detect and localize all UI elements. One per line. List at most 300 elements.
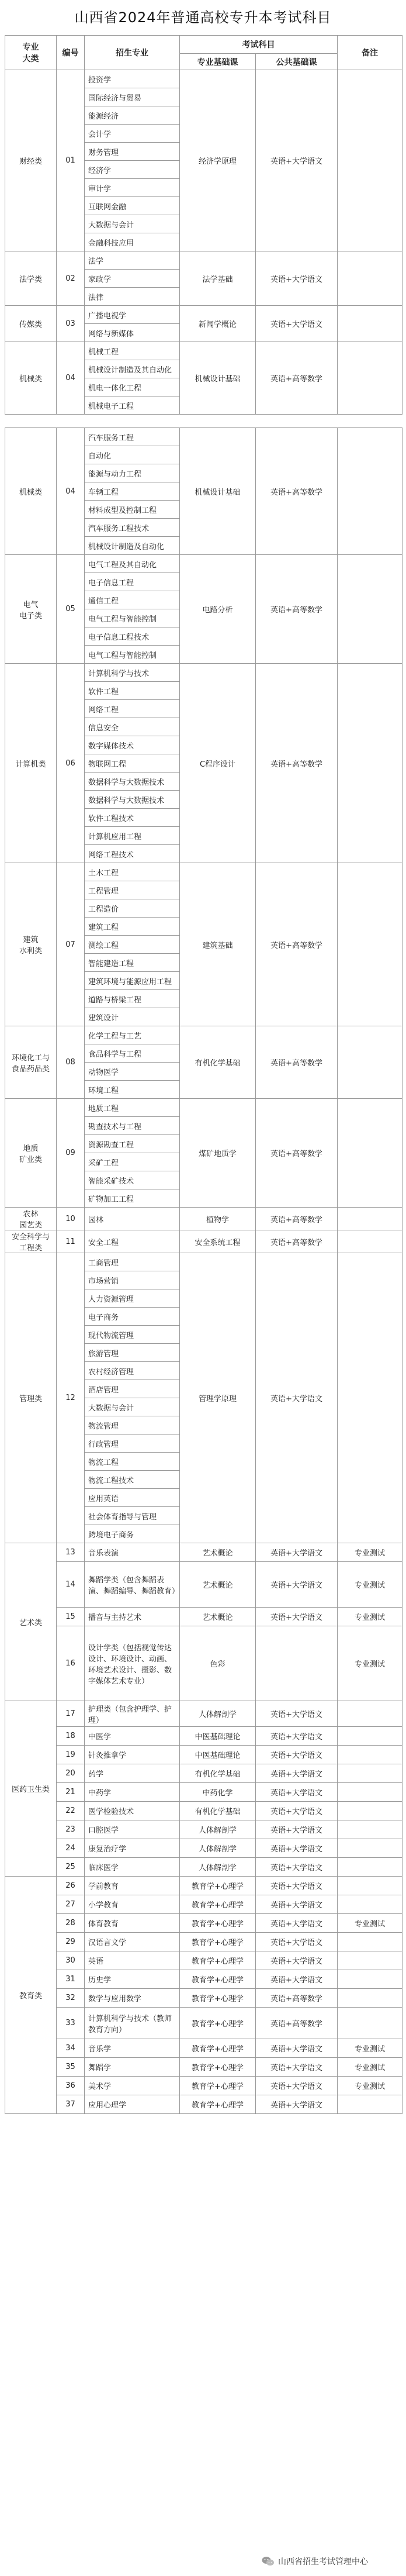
major-cell: 汉语言文学: [85, 1933, 180, 1951]
major-cell: 法律: [85, 288, 180, 306]
public-subject-cell: 英语+大学语文: [256, 1877, 338, 1895]
table-row: [5, 1802, 402, 1820]
code-cell: 05: [57, 555, 85, 664]
major-cell: 护理类（包含护理学、护理）: [85, 1701, 180, 1727]
major-cell: 会计学: [85, 125, 180, 143]
major-cell: 人力资源管理: [85, 1289, 180, 1308]
basic-subject-cell: 新闻学概论: [180, 306, 256, 342]
note-cell: 专业测试: [338, 2058, 402, 2077]
note-cell: [338, 1727, 402, 1746]
major-cell: 大数据与会计: [85, 1398, 180, 1416]
table-row: [5, 1933, 402, 1951]
code-cell: 24: [57, 1839, 85, 1858]
table-row: [5, 1608, 402, 1626]
public-subject-cell: 英语+大学语文: [256, 1608, 338, 1626]
major-cell: 智能采矿技术: [85, 1171, 180, 1189]
exam-table-top: [5, 35, 402, 415]
major-cell: 历史学: [85, 1970, 180, 1989]
basic-subject-cell: 有机化学基础: [180, 1764, 256, 1783]
major-cell: 小学教育: [85, 1895, 180, 1914]
table-row: [5, 1253, 402, 1271]
major-cell: 设计学类（包括视觉传达设计、环境设计、动画、环境艺术设计、摄影、数字媒体艺术专业）: [85, 1626, 180, 1701]
note-cell: [338, 251, 402, 306]
table-row: [5, 1989, 402, 2008]
major-cell: 中医学: [85, 1727, 180, 1746]
major-cell: 软件工程: [85, 682, 180, 700]
public-subject-cell: 英语+高等数学: [256, 555, 338, 664]
table-row: [5, 1783, 402, 1802]
major-cell: 电子信息工程技术: [85, 627, 180, 646]
major-cell: 电气工程及其自动化: [85, 555, 180, 573]
major-cell: 审计学: [85, 179, 180, 197]
note-cell: [338, 1099, 402, 1208]
footer-text: 山西省招生考试管理中心: [278, 2557, 368, 2567]
note-cell: [338, 664, 402, 863]
code-cell: 28: [57, 1914, 85, 1933]
table-row: [5, 664, 402, 682]
public-subject-cell: 英语+高等数学: [256, 428, 338, 555]
major-cell: 道路与桥梁工程: [85, 990, 180, 1008]
note-cell: [338, 342, 402, 415]
public-subject-cell: 英语+大学语文: [256, 1783, 338, 1802]
major-cell: 国际经济与贸易: [85, 88, 180, 106]
category-cell: 环境化工与 食品药品类: [5, 1026, 57, 1099]
code-cell: 14: [57, 1562, 85, 1608]
category-cell: 建筑 水利类: [5, 863, 57, 1026]
note-cell: [338, 1802, 402, 1820]
public-subject-cell: 英语+大学语文: [256, 306, 338, 342]
code-cell: 29: [57, 1933, 85, 1951]
public-subject-cell: 英语+大学语文: [256, 2039, 338, 2058]
major-cell: 家政学: [85, 270, 180, 288]
note-cell: [338, 1746, 402, 1764]
basic-subject-cell: 教育学+心理学: [180, 1970, 256, 1989]
basic-subject-cell: 教育学+心理学: [180, 1933, 256, 1951]
table-row: [5, 2058, 402, 2077]
major-cell: 数字媒体技术: [85, 736, 180, 754]
public-subject-cell: 英语+大学语文: [256, 1858, 338, 1877]
header-code: 编号: [57, 36, 85, 70]
table-row: [5, 428, 402, 446]
basic-subject-cell: 管理学原理: [180, 1253, 256, 1543]
public-subject-cell: 英语+大学语文: [256, 1970, 338, 1989]
major-cell: 学前教育: [85, 1877, 180, 1895]
table-row: [5, 342, 402, 360]
table-row: [5, 1764, 402, 1783]
major-cell: 药学: [85, 1764, 180, 1783]
category-cell: 地质 矿业类: [5, 1099, 57, 1208]
major-cell: 机械设计制造及自动化: [85, 537, 180, 555]
table-row: [5, 2008, 402, 2039]
code-cell: 35: [57, 2058, 85, 2077]
basic-subject-cell: 艺术概论: [180, 1608, 256, 1626]
basic-subject-cell: 教育学+心理学: [180, 2077, 256, 2095]
code-cell: 32: [57, 1989, 85, 2008]
major-cell: 计算机应用工程: [85, 827, 180, 845]
public-subject-cell: 英语+大学语文: [256, 1820, 338, 1839]
table-row: [5, 1839, 402, 1858]
major-cell: 电气工程与智能控制: [85, 609, 180, 627]
code-cell: 27: [57, 1895, 85, 1914]
basic-subject-cell: 艺术概论: [180, 1543, 256, 1562]
basic-subject-cell: 安全系统工程: [180, 1230, 256, 1253]
major-cell: 采矿工程: [85, 1153, 180, 1171]
major-cell: 资源勘查工程: [85, 1135, 180, 1153]
code-cell: 23: [57, 1820, 85, 1839]
public-subject-cell: 英语+高等数学: [256, 1026, 338, 1099]
table-row: [5, 1877, 402, 1895]
major-cell: 汽车服务工程技术: [85, 519, 180, 537]
major-cell: 矿物加工工程: [85, 1189, 180, 1208]
table-row: [5, 1626, 402, 1701]
note-cell: [338, 1026, 402, 1099]
code-cell: 19: [57, 1746, 85, 1764]
public-subject-cell: 英语+大学语文: [256, 1914, 338, 1933]
note-cell: [338, 1783, 402, 1802]
category-cell: 机械类: [5, 342, 57, 415]
public-subject-cell: 英语+大学语文: [256, 1543, 338, 1562]
major-cell: 电子商务: [85, 1308, 180, 1326]
public-subject-cell: 英语+大学语文: [256, 2058, 338, 2077]
code-cell: 30: [57, 1951, 85, 1970]
category-cell: 管理类: [5, 1253, 57, 1543]
major-cell: 自动化: [85, 446, 180, 464]
table-row: [5, 2077, 402, 2095]
code-cell: 34: [57, 2039, 85, 2058]
table-row: [5, 1543, 402, 1562]
category-cell: 医药卫生类: [5, 1701, 57, 1877]
major-cell: 播音与主持艺术: [85, 1608, 180, 1626]
header-exam-public: 公共基础课: [256, 54, 338, 70]
major-cell: 通信工程: [85, 591, 180, 609]
major-cell: 法学: [85, 251, 180, 270]
basic-subject-cell: 机械设计基础: [180, 342, 256, 415]
code-cell: 31: [57, 1970, 85, 1989]
public-subject-cell: 英语+大学语文: [256, 1727, 338, 1746]
code-cell: 33: [57, 2008, 85, 2039]
section-gap: [0, 415, 406, 427]
basic-subject-cell: 色彩: [180, 1626, 256, 1701]
header-major: 招生专业: [85, 36, 180, 70]
major-cell: 针灸推拿学: [85, 1746, 180, 1764]
note-cell: [338, 1820, 402, 1839]
public-subject-cell: 英语+高等数学: [256, 1989, 338, 2008]
public-subject-cell: 英语+高等数学: [256, 342, 338, 415]
major-cell: 音乐表演: [85, 1543, 180, 1562]
code-cell: 12: [57, 1253, 85, 1543]
basic-subject-cell: 教育学+心理学: [180, 2008, 256, 2039]
major-cell: 经济学: [85, 161, 180, 179]
public-subject-cell: 英语+大学语文: [256, 2095, 338, 2114]
basic-subject-cell: 教育学+心理学: [180, 1895, 256, 1914]
basic-subject-cell: 植物学: [180, 1208, 256, 1230]
code-cell: 37: [57, 2095, 85, 2114]
table-row: [5, 1099, 402, 1117]
code-cell: 08: [57, 1026, 85, 1099]
major-cell: 美术学: [85, 2077, 180, 2095]
major-cell: 机械设计制造及其自动化: [85, 360, 180, 378]
major-cell: 物流工程: [85, 1453, 180, 1471]
major-cell: 大数据与会计: [85, 215, 180, 233]
major-cell: 旅游管理: [85, 1344, 180, 1362]
major-cell: 医学检验技术: [85, 1802, 180, 1820]
code-cell: 01: [57, 70, 85, 251]
note-cell: [338, 1951, 402, 1970]
code-cell: 03: [57, 306, 85, 342]
code-cell: 04: [57, 342, 85, 415]
note-cell: 专业测试: [338, 2077, 402, 2095]
code-cell: 04: [57, 428, 85, 555]
major-cell: 勘查技术与工程: [85, 1117, 180, 1135]
code-cell: 16: [57, 1626, 85, 1701]
note-cell: 专业测试: [338, 1543, 402, 1562]
footer-source: [262, 2554, 402, 2568]
table-row: [5, 1701, 402, 1727]
public-subject-cell: 英语+大学语文: [256, 1933, 338, 1951]
table-row: [5, 863, 402, 881]
major-cell: 机械电子工程: [85, 396, 180, 415]
major-cell: 数据科学与大数据技术: [85, 773, 180, 791]
basic-subject-cell: 中医基础理论: [180, 1727, 256, 1746]
note-cell: 专业测试: [338, 1608, 402, 1626]
major-cell: 中药学: [85, 1783, 180, 1802]
basic-subject-cell: 电路分析: [180, 555, 256, 664]
major-cell: 智能建造工程: [85, 954, 180, 972]
code-cell: 25: [57, 1858, 85, 1877]
basic-subject-cell: 教育学+心理学: [180, 1989, 256, 2008]
major-cell: 社会体育指导与管理: [85, 1507, 180, 1525]
major-cell: 机电一体化工程: [85, 378, 180, 396]
major-cell: 电气工程与智能控制: [85, 646, 180, 664]
public-subject-cell: [256, 1626, 338, 1701]
exam-table-bottom: [5, 427, 402, 2114]
code-cell: 20: [57, 1764, 85, 1783]
major-cell: 建筑工程: [85, 918, 180, 936]
code-cell: 26: [57, 1877, 85, 1895]
basic-subject-cell: 教育学+心理学: [180, 2039, 256, 2058]
note-cell: [338, 306, 402, 342]
major-cell: 能源与动力工程: [85, 464, 180, 482]
basic-subject-cell: 人体解剖学: [180, 1858, 256, 1877]
major-cell: 信息安全: [85, 718, 180, 736]
basic-subject-cell: 经济学原理: [180, 70, 256, 251]
public-subject-cell: 英语+高等数学: [256, 2008, 338, 2039]
table-row: [5, 1951, 402, 1970]
public-subject-cell: 英语+大学语文: [256, 1839, 338, 1858]
basic-subject-cell: 教育学+心理学: [180, 1951, 256, 1970]
code-cell: 17: [57, 1701, 85, 1727]
header-exam: 考试科目: [180, 36, 338, 54]
major-cell: 财务管理: [85, 143, 180, 161]
major-cell: 汽车服务工程: [85, 428, 180, 446]
wechat-icon: [262, 2556, 275, 2567]
table-row: [5, 251, 402, 270]
major-cell: 化学工程与工艺: [85, 1026, 180, 1044]
note-cell: 专业测试: [338, 1914, 402, 1933]
major-cell: 食品科学与工程: [85, 1044, 180, 1063]
table-row: [5, 1208, 402, 1230]
code-cell: 22: [57, 1802, 85, 1820]
major-cell: 广播电视学: [85, 306, 180, 324]
code-cell: 18: [57, 1727, 85, 1746]
code-cell: 06: [57, 664, 85, 863]
public-subject-cell: 英语+大学语文: [256, 251, 338, 306]
note-cell: [338, 1701, 402, 1727]
category-cell: 财经类: [5, 70, 57, 251]
major-cell: 安全工程: [85, 1230, 180, 1253]
major-cell: 数据科学与大数据技术: [85, 791, 180, 809]
major-cell: 建筑环境与能源应用工程: [85, 972, 180, 990]
basic-subject-cell: 建筑基础: [180, 863, 256, 1026]
code-cell: 10: [57, 1208, 85, 1230]
table-row: [5, 1026, 402, 1044]
basic-subject-cell: 机械设计基础: [180, 428, 256, 555]
major-cell: 工程管理: [85, 881, 180, 899]
public-subject-cell: 英语+大学语文: [256, 1951, 338, 1970]
header-note: 备注: [338, 36, 402, 70]
major-cell: 机械工程: [85, 342, 180, 360]
category-cell: 农林 园艺类: [5, 1208, 57, 1230]
major-cell: 体育教育: [85, 1914, 180, 1933]
note-cell: [338, 1933, 402, 1951]
page-title: 山西省2024年普通高校专升本考试科目: [74, 9, 332, 26]
major-cell: 数学与应用数学: [85, 1989, 180, 2008]
major-cell: 应用心理学: [85, 2095, 180, 2114]
note-cell: [338, 1970, 402, 1989]
table-row: [5, 1562, 402, 1608]
major-cell: 网络与新媒体: [85, 324, 180, 342]
basic-subject-cell: C程序设计: [180, 664, 256, 863]
major-cell: 测绘工程: [85, 936, 180, 954]
category-cell: 教育类: [5, 1877, 57, 2114]
public-subject-cell: 英语+大学语文: [256, 1562, 338, 1608]
note-cell: [338, 1230, 402, 1253]
public-subject-cell: 英语+高等数学: [256, 1230, 338, 1253]
major-cell: 软件工程技术: [85, 809, 180, 827]
code-cell: 15: [57, 1608, 85, 1626]
major-cell: 舞蹈学类（包含舞蹈表演、舞蹈编导、舞蹈教育）: [85, 1562, 180, 1608]
major-cell: 英语: [85, 1951, 180, 1970]
category-cell: 计算机类: [5, 664, 57, 863]
code-cell: 11: [57, 1230, 85, 1253]
public-subject-cell: 英语+高等数学: [256, 664, 338, 863]
major-cell: 市场营销: [85, 1271, 180, 1289]
table-row: [5, 1858, 402, 1877]
code-cell: 07: [57, 863, 85, 1026]
public-subject-cell: 英语+大学语文: [256, 2077, 338, 2095]
category-cell: 艺术类: [5, 1543, 57, 1701]
category-cell: 安全科学与 工程类: [5, 1230, 57, 1253]
major-cell: 网络工程: [85, 700, 180, 718]
basic-subject-cell: 有机化学基础: [180, 1026, 256, 1099]
basic-subject-cell: 教育学+心理学: [180, 2058, 256, 2077]
public-subject-cell: 英语+大学语文: [256, 1746, 338, 1764]
major-cell: 动物医学: [85, 1063, 180, 1081]
public-subject-cell: 英语+大学语文: [256, 1802, 338, 1820]
basic-subject-cell: 法学基础: [180, 251, 256, 306]
code-cell: 21: [57, 1783, 85, 1802]
major-cell: 现代物流管理: [85, 1326, 180, 1344]
note-cell: [338, 2095, 402, 2114]
major-cell: 音乐学: [85, 2039, 180, 2058]
table-row: [5, 70, 402, 88]
basic-subject-cell: 中医基础理论: [180, 1746, 256, 1764]
major-cell: 金融科技应用: [85, 233, 180, 251]
major-cell: 物联网工程: [85, 754, 180, 773]
header-exam-basic: 专业基础课: [180, 54, 256, 70]
note-cell: [338, 1208, 402, 1230]
major-cell: 口腔医学: [85, 1820, 180, 1839]
table-row: [5, 1746, 402, 1764]
public-subject-cell: 英语+高等数学: [256, 1208, 338, 1230]
table-row: [5, 1727, 402, 1746]
table-row: [5, 1230, 402, 1253]
public-subject-cell: 英语+高等数学: [256, 1099, 338, 1208]
basic-subject-cell: 教育学+心理学: [180, 1877, 256, 1895]
note-cell: [338, 2008, 402, 2039]
code-cell: 36: [57, 2077, 85, 2095]
note-cell: [338, 1989, 402, 2008]
note-cell: [338, 1858, 402, 1877]
major-cell: 农村经济管理: [85, 1362, 180, 1380]
category-cell: 电气 电子类: [5, 555, 57, 664]
category-cell: 传媒类: [5, 306, 57, 342]
major-cell: 地质工程: [85, 1099, 180, 1117]
major-cell: 计算机科学与技术: [85, 664, 180, 682]
major-cell: 投资学: [85, 70, 180, 88]
major-cell: 行政管理: [85, 1434, 180, 1453]
major-cell: 能源经济: [85, 106, 180, 125]
major-cell: 计算机科学与技术（教师教育方向）: [85, 2008, 180, 2039]
major-cell: 建筑设计: [85, 1008, 180, 1026]
major-cell: 物流管理: [85, 1416, 180, 1434]
note-cell: [338, 1839, 402, 1858]
code-cell: 13: [57, 1543, 85, 1562]
basic-subject-cell: 人体解剖学: [180, 1701, 256, 1727]
code-cell: 09: [57, 1099, 85, 1208]
major-cell: 工程造价: [85, 899, 180, 918]
note-cell: [338, 1895, 402, 1914]
public-subject-cell: 英语+大学语文: [256, 1701, 338, 1727]
major-cell: 舞蹈学: [85, 2058, 180, 2077]
public-subject-cell: 英语+高等数学: [256, 863, 338, 1026]
table-row: [5, 555, 402, 573]
basic-subject-cell: 教育学+心理学: [180, 2095, 256, 2114]
note-cell: 专业测试: [338, 1626, 402, 1701]
major-cell: 互联网金融: [85, 197, 180, 215]
major-cell: 跨境电子商务: [85, 1525, 180, 1543]
basic-subject-cell: 人体解剖学: [180, 1820, 256, 1839]
basic-subject-cell: 人体解剖学: [180, 1839, 256, 1858]
note-cell: [338, 1877, 402, 1895]
major-cell: 康复治疗学: [85, 1839, 180, 1858]
major-cell: 临床医学: [85, 1858, 180, 1877]
note-cell: 专业测试: [338, 2039, 402, 2058]
basic-subject-cell: 教育学+心理学: [180, 1914, 256, 1933]
basic-subject-cell: 煤矿地质学: [180, 1099, 256, 1208]
note-cell: [338, 555, 402, 664]
table-row: [5, 306, 402, 324]
major-cell: 应用英语: [85, 1489, 180, 1507]
note-cell: [338, 1764, 402, 1783]
table-row: [5, 1970, 402, 1989]
major-cell: 园林: [85, 1208, 180, 1230]
major-cell: 环境工程: [85, 1081, 180, 1099]
basic-subject-cell: 中药化学: [180, 1783, 256, 1802]
public-subject-cell: 英语+大学语文: [256, 1895, 338, 1914]
major-cell: 网络工程技术: [85, 845, 180, 863]
public-subject-cell: 英语+大学语文: [256, 1253, 338, 1543]
